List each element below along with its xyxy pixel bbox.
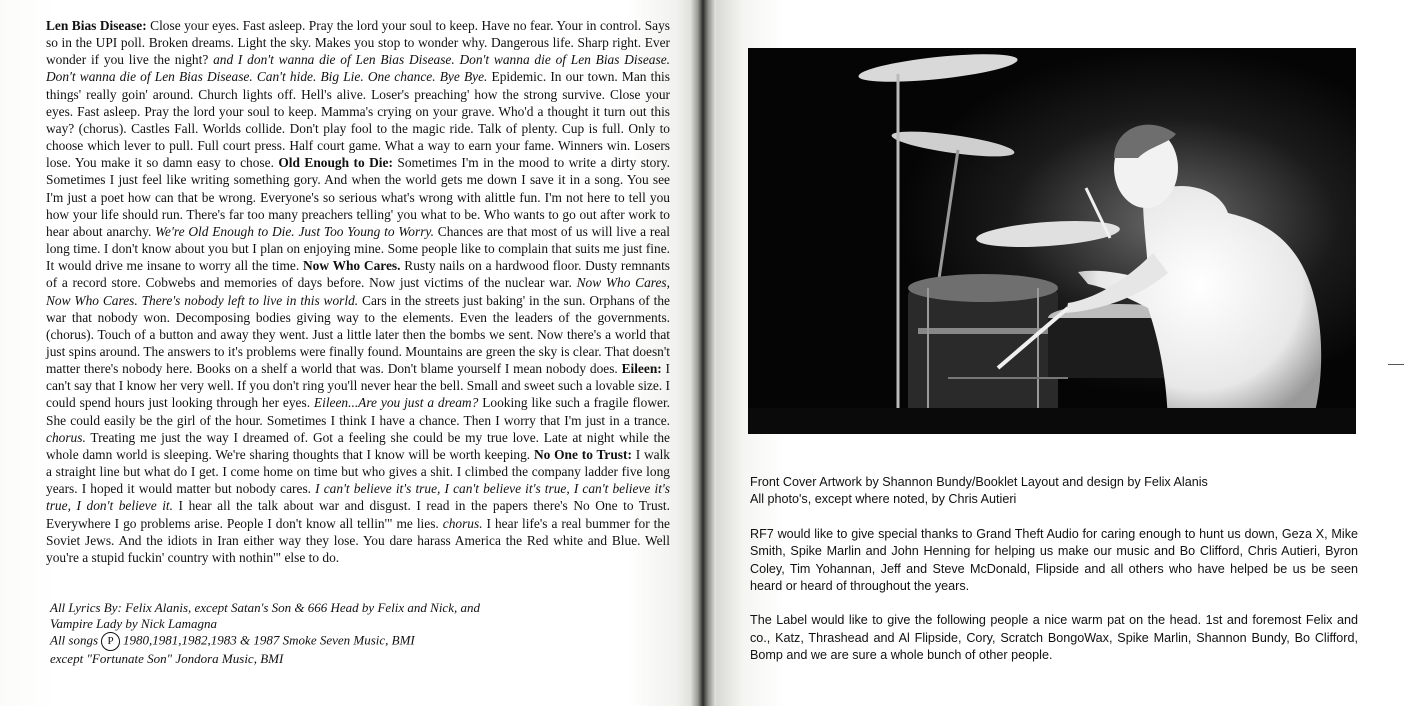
lyrics-credits: [50, 600, 610, 666]
lyric-text: Close your eyes. Fast asleep. Pray the lord your soul to keep. Have no fear. Your in control. Says so in the UPI poll. Broken dreams. Light the sky. Makes you stop to wonder why. Dangerous life. Sharp right. Ever wonder if you live the night?: [46, 18, 670, 68]
lyric-text: Epidemic. In our town. Man this things' really goin' around. Church lights off. Hell's alive. Loser's preaching' how the strong survive. Close your eyes. Fast asleep. Pray the lord your soul to keep. Mamma's crying on your grave. Who'd a thought it turn out this way? (chorus). Castles Fall. Worlds collide. Don't play fool to the magic ride. Talk of plenty. Cup is full. Only to choose which lever to pull. Full court press. Half court game. What a way to earn your fame. Winners win. Losers lose. You make it so damn easy to chose.: [46, 69, 670, 171]
chorus-text: and I don't wanna die of Len Bias Disease. Don't wanna die of Len Bias Disease. Don't wanna die of Len Bias Disease. Can't hide. Big Lie. One chance. Bye Bye.: [46, 52, 670, 85]
right-page-text: [750, 474, 1358, 682]
book-gutter: [690, 0, 716, 706]
left-page: [0, 0, 698, 706]
song-title: No One to Trust:: [533, 446, 632, 462]
phonogram-copyright-icon: P: [101, 632, 120, 651]
chorus-text: I can't believe it's true, I can't believe it's true, I can't believe it's true, I don't believe it.: [46, 481, 671, 514]
chorus-text: We're Old Enough to Die. Just Too Young to Worry.: [155, 223, 434, 239]
chorus-text: chorus.: [442, 515, 483, 531]
label-thanks-paragraph: The Label would like to give the following people a nice warm pat on the head. 1st and foremost Felix and co., Katz, Thrashead and Al Flipside, Cory, Scratch BongoWax, Spike Marlin, Shannon Bundy, Bo Clifford, Bomp and we are sure a whole bunch of other people.: [750, 613, 1358, 663]
page-edge-mark: [1388, 364, 1404, 365]
lyric-text: Cars in the streets just baking' in the sun. Orphans of the war that nobody won. Decomposing bodies giving way to the elements. Even the leaders of the governments. (chorus). Touch of a button and away they went. Just a little later then the bombs we sent. Now there's a world that just spins around. The answers to it's problems were finally found. Mountains are green the sky is clear. That doesn't matter there's nobody here. Books on a shelf a world that was. Don't blame yourself I mean nobody does.: [46, 292, 671, 377]
chorus-text: chorus.: [46, 429, 86, 445]
credits-all-songs: All songs: [50, 632, 99, 648]
lyric-text: I can't say that I know her very well. If you don't ring you'll never hear the bell. Small and sweet such a lovable size. I could spend hours just looking through her eyes.: [46, 361, 670, 411]
drummer-photo: [748, 48, 1356, 434]
artwork-credit: Front Cover Artwork by Shannon Bundy/Booklet Layout and design by Felix Alanis: [750, 475, 1208, 489]
lyric-text: I walk a straight line but what do I get. I come home on time but who gives a shit. I climbed the company ladder five long years. I hoped it would matter but nobody cares.: [46, 446, 670, 497]
song-title: Now Who Cares.: [302, 258, 401, 274]
credits-line-1: All Lyrics By: Felix Alanis, except Satan's Son & 666 Head by Felix and Nick, and: [50, 600, 480, 615]
photo-credit: All photo's, except where noted, by Chris Autieri: [750, 492, 1017, 507]
drummer-photo-illustration: [748, 48, 1356, 434]
lyric-text: I hear all the talk about war and disgust. I read in the papers there's No One to Trust. Everywhere I go problems arise. People I don't know all tellin'" me lies.: [46, 498, 670, 531]
lyric-text: Treating me just the way I dreamed of. Got a feeling she could be my true love. Late at night while the whole damn world is sleeping. We're sharing thoughts that I know will be worth keeping.: [46, 429, 670, 462]
song-title: Old Enough to Die:: [278, 155, 393, 171]
chorus-text: Now Who Cares, Now Who Cares. There's nobody left to live in this world.: [46, 275, 670, 308]
credits-line-3: [50, 632, 610, 651]
lyrics-text-block: [46, 17, 670, 566]
lyric-text: Chances are that most of us will live a real long time. I don't know about you but I plan on enjoying mine. Some people like to complain that suits me just fine. It would drive me insane to worry all the time.: [46, 223, 671, 274]
credits-line-2: Vampire Lady by Nick Lamagna: [50, 615, 218, 631]
song-title: Eileen:: [621, 361, 662, 377]
credits-line-4: except "Fortunate Son" Jondora Music, BMI: [50, 650, 284, 666]
credits-years: 1980,1981,1982,1983 & 1987 Smoke Seven Music, BMI: [123, 632, 415, 648]
lyric-text: Looking like such a fragile flower. She could easily be the girl of the hour. Sometimes I think I have a chance. Then I worry that I'm just in a trance.: [46, 395, 671, 428]
lyric-text: Sometimes I'm in the mood to write a dirty story. Sometimes I just feel like writing something gory. And when the world gets me down I save it in a song. You see I'm just a poet how can that be wrong. Everyone's so serious what's wrong with alittle fun. I'm not here to tell you how your life should run. There's far too many preachers telling' you what to be. Who wants to go out after work to hear about anarchy.: [46, 155, 670, 239]
chorus-text: Eileen...Are you just a dream?: [313, 395, 479, 411]
thanks-paragraph: RF7 would like to give special thanks to Grand Theft Audio for caring enough to hunt us down, Geza X, Mike Smith, Spike Marlin and John Henning for helping us make our music and Bo Clifford, Chris Autieri, Byron Coley, Tim Yohannan, Jeff and Steve McDonald, Flipside and all others who have helped be us be seen heard or heard of throughout the years.: [750, 526, 1358, 594]
song-title: Len Bias Disease:: [46, 18, 147, 33]
lyric-text: I hear life's a real bummer for the Soviet Jews. And the idiots in Iran either way they lose. You dare harass America the Red white and Blue. Well you're a stupid fuckin' country with nothin'" else to do.: [46, 515, 671, 565]
lyric-text: Rusty nails on a hardwood floor. Dusty remnants of a record store. Cobwebs and memories of days before. Now just victims of the nuclear war.: [46, 258, 670, 291]
